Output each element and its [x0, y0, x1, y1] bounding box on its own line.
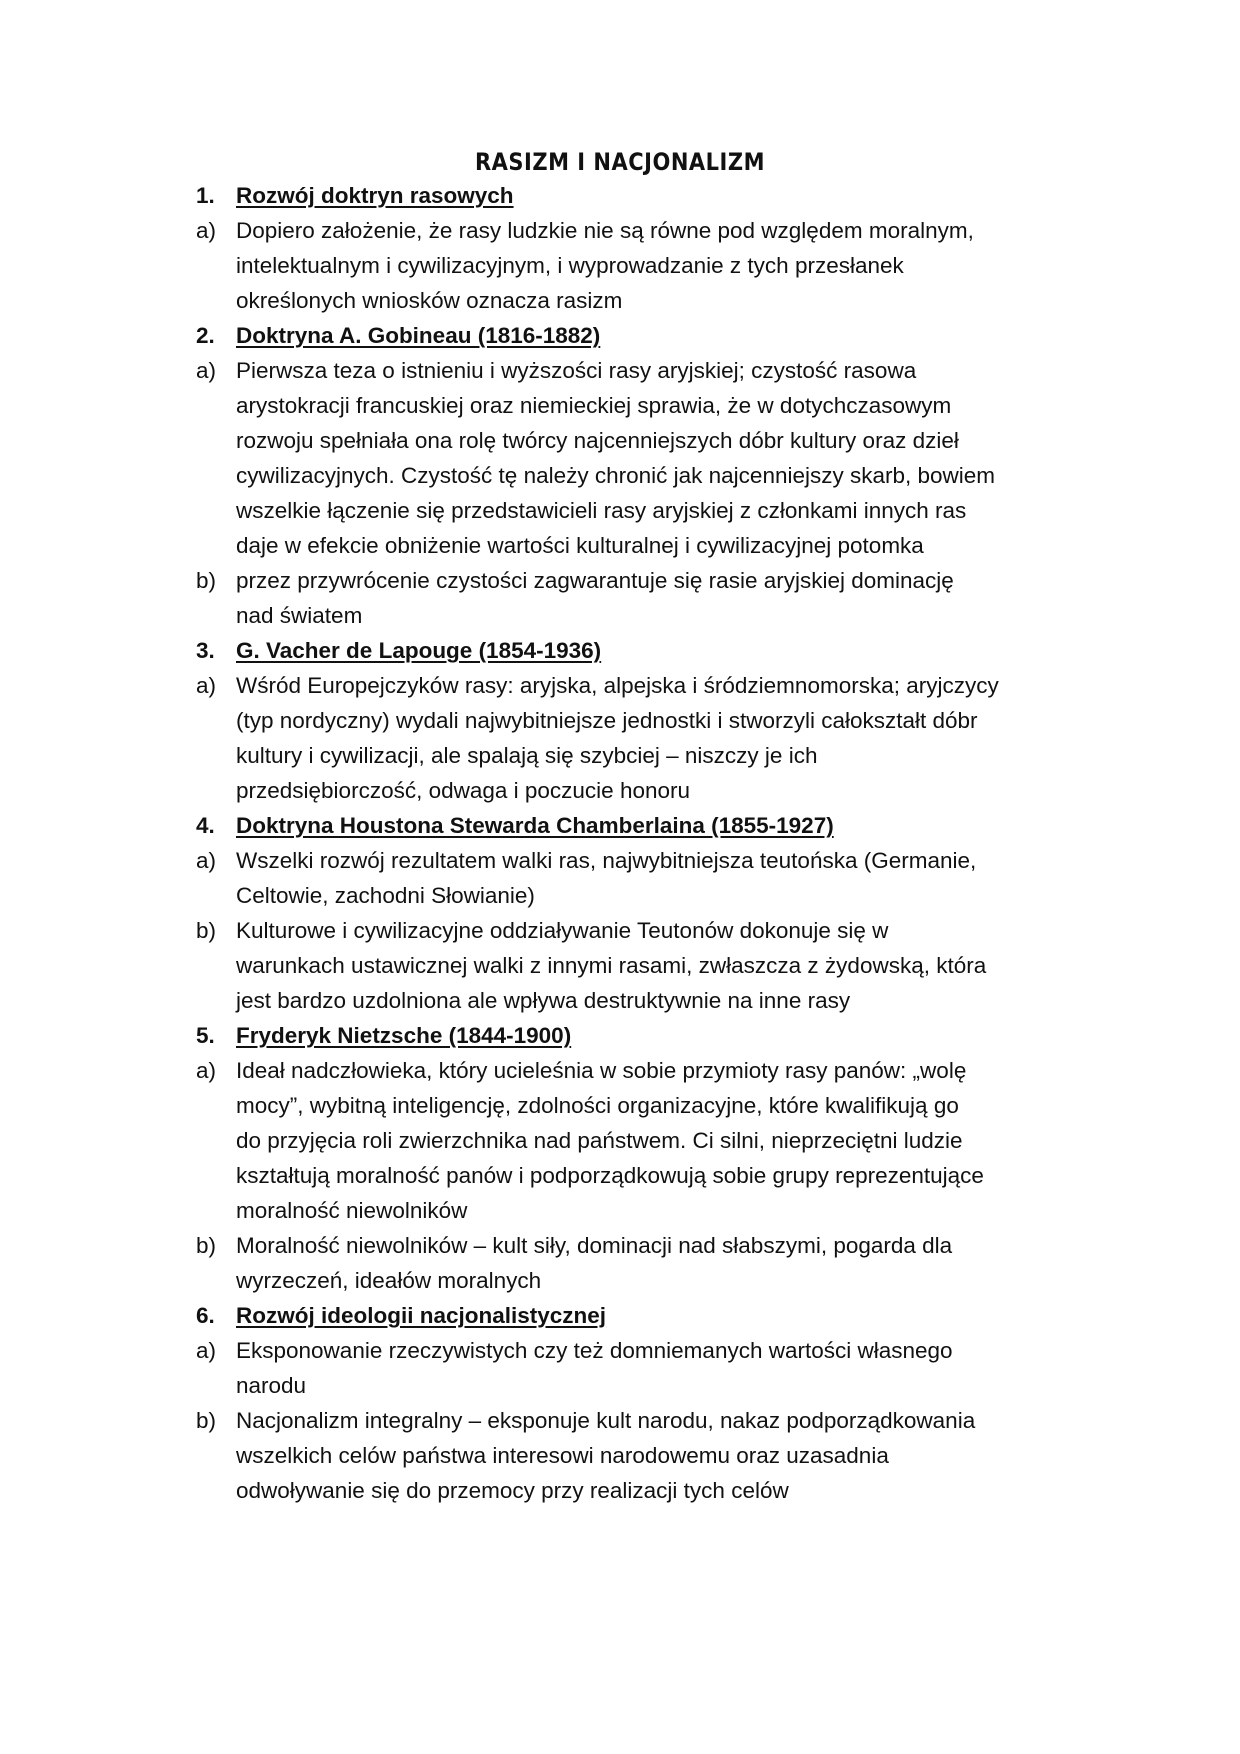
paragraph-text: Kulturowe i cywilizacyjne oddziaływanie Teutonów dokonuje się w [236, 918, 889, 943]
list-item-continuation [196, 423, 1046, 458]
list-item-continuation [196, 948, 1046, 983]
list-item-continuation [196, 458, 1046, 493]
paragraph-text: Wszelki rozwój rezultatem walki ras, najwybitniejsza teutońska (Germanie, [236, 848, 977, 873]
list-marker: 1. [196, 183, 215, 208]
paragraph-text: Celtowie, zachodni Słowianie) [236, 883, 535, 908]
paragraph-text: przedsiębiorczość, odwaga i poczucie honoru [236, 778, 691, 803]
list-marker: a) [196, 1058, 217, 1083]
paragraph-text: Ideał nadczłowieka, który ucieleśnia w sobie przymioty rasy panów: „wolę [236, 1058, 967, 1083]
list-item-continuation [196, 1193, 1046, 1228]
list-marker: 3. [196, 638, 215, 663]
list-marker: a) [196, 848, 217, 873]
paragraph-text: do przyjęcia roli zwierzchnika nad państwem. Ci silni, nieprzeciętni ludzie [236, 1128, 963, 1153]
list-marker: a) [196, 218, 217, 243]
list-item-continuation [196, 528, 1046, 563]
list-marker: 6. [196, 1303, 215, 1328]
paragraph-text: Moralność niewolników – kult siły, dominacji nad słabszymi, pogarda dla [236, 1233, 953, 1258]
list-marker: b) [196, 918, 217, 943]
paragraph-text: kultury i cywilizacji, ale spalają się szybciej – niszczy je ich [236, 743, 818, 768]
list-item [196, 913, 1046, 948]
section-heading [196, 318, 1046, 353]
paragraph-text: (typ nordyczny) wydali najwybitniejsze jednostki i stworzyli całokształt dóbr [236, 708, 978, 733]
paragraph-text: Pierwsza teza o istnieniu i wyższości rasy aryjskiej; czystość rasowa [236, 358, 917, 383]
list-item [196, 213, 1046, 248]
paragraph-text: cywilizacyjnych. Czystość tę należy chronić jak najcenniejszy skarb, bowiem [236, 463, 996, 488]
list-item [196, 353, 1046, 388]
section-heading [196, 633, 1046, 668]
list-item-continuation [196, 773, 1046, 808]
list-item-continuation [196, 878, 1046, 913]
list-marker: b) [196, 568, 217, 593]
list-marker: 4. [196, 813, 215, 838]
paragraph-text: moralność niewolników [236, 1198, 468, 1223]
paragraph-text: rozwoju spełniała ona rolę twórcy najcenniejszych dóbr kultury oraz dzieł [236, 428, 959, 453]
list-marker: a) [196, 1338, 217, 1363]
list-item [196, 1333, 1046, 1368]
paragraph-text: kształtują moralność panów i podporządkowują sobie grupy reprezentujące [236, 1163, 984, 1188]
list-item [196, 1403, 1046, 1438]
section-heading [196, 808, 1046, 843]
list-item-continuation [196, 598, 1046, 633]
paragraph-text: narodu [236, 1373, 307, 1398]
section-heading-text: Doktryna Houstona Stewarda Chamberlaina (1855-1927) [236, 813, 834, 838]
paragraph-text: daje w efekcie obniżenie wartości kulturalnej i cywilizacyjnej potomka [236, 533, 924, 558]
list-marker: b) [196, 1233, 217, 1258]
paragraph-text: warunkach ustawicznej walki z innymi rasami, zwłaszcza z żydowską, która [236, 953, 987, 978]
list-item [196, 1228, 1046, 1263]
list-item [196, 668, 1046, 703]
list-item-continuation [196, 248, 1046, 283]
list-item [196, 843, 1046, 878]
list-marker: 5. [196, 1023, 215, 1048]
list-item-continuation [196, 1158, 1046, 1193]
section-heading-text: Doktryna A. Gobineau (1816-1882) [236, 323, 601, 348]
list-item-continuation [196, 493, 1046, 528]
list-item-continuation [196, 1368, 1046, 1403]
section-heading [196, 1018, 1046, 1053]
list-marker: a) [196, 673, 217, 698]
list-item-continuation [196, 388, 1046, 423]
list-item-continuation [196, 1263, 1046, 1298]
paragraph-text: arystokracji francuskiej oraz niemieckiej sprawia, że w dotychczasowym [236, 393, 952, 418]
list-marker: a) [196, 358, 217, 383]
section-heading-text: Fryderyk Nietzsche (1844-1900) [236, 1023, 572, 1048]
list-item-continuation [196, 1438, 1046, 1473]
list-item-continuation [196, 738, 1046, 773]
list-item-continuation [196, 283, 1046, 318]
paragraph-text: mocy”, wybitną inteligencję, zdolności organizacyjne, które kwalifikują go [236, 1093, 959, 1118]
list-item-continuation [196, 1123, 1046, 1158]
paragraph-text: nad światem [236, 603, 363, 628]
list-marker: b) [196, 1408, 217, 1433]
paragraph-text: określonych wniosków oznacza rasizm [236, 288, 623, 313]
paragraph-text: wszelkich celów państwa interesowi narodowemu oraz uzasadnia [236, 1443, 889, 1468]
paragraph-text: Nacjonalizm integralny – eksponuje kult narodu, nakaz podporządkowania [236, 1408, 976, 1433]
paragraph-text: jest bardzo uzdolniona ale wpływa destruktywnie na inne rasy [236, 988, 851, 1013]
section-heading-text: Rozwój ideologii nacjonalistycznej [236, 1303, 607, 1328]
paragraph-text: odwoływanie się do przemocy przy realizacji tych celów [236, 1478, 789, 1503]
document-body [196, 178, 1046, 1508]
list-item [196, 563, 1046, 598]
paragraph-text: intelektualnym i cywilizacyjnym, i wyprowadzanie z tych przesłanek [236, 253, 904, 278]
document-title: RASIZM I NACJONALIZM [475, 148, 765, 176]
list-marker: 2. [196, 323, 215, 348]
section-heading-text: G. Vacher de Lapouge (1854-1936) [236, 638, 602, 663]
section-heading [196, 178, 1046, 213]
list-item-continuation [196, 1088, 1046, 1123]
list-item-continuation [196, 703, 1046, 738]
paragraph-text: wszelkie łączenie się przedstawicieli rasy aryjskiej z członkami innych ras [236, 498, 967, 523]
section-heading [196, 1298, 1046, 1333]
list-item-continuation [196, 1473, 1046, 1508]
paragraph-text: Eksponowanie rzeczywistych czy też domniemanych wartości własnego [236, 1338, 953, 1363]
list-item-continuation [196, 983, 1046, 1018]
paragraph-text: przez przywrócenie czystości zagwarantuje się rasie aryjskiej dominację [236, 568, 954, 593]
list-item [196, 1053, 1046, 1088]
paragraph-text: Dopiero założenie, że rasy ludzkie nie są równe pod względem moralnym, [236, 218, 974, 243]
section-heading-text: Rozwój doktryn rasowych [236, 183, 514, 208]
paragraph-text: wyrzeczeń, ideałów moralnych [236, 1268, 542, 1293]
paragraph-text: Wśród Europejczyków rasy: aryjska, alpejska i śródziemnomorska; aryjczycy [236, 673, 999, 698]
